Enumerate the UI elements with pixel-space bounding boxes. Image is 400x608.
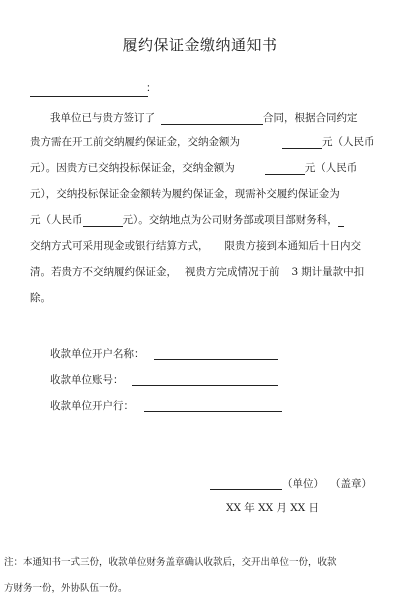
- payee-account-name-label: 收款单位开户名称：: [50, 348, 145, 360]
- signature-line: [210, 489, 282, 490]
- body-text: 合同，根据合同约定: [263, 112, 358, 124]
- payee-account-number-label: 收款单位账号：: [50, 374, 124, 386]
- signature-seal: （盖章）: [330, 478, 372, 490]
- body-text: 元）。因贵方已交纳投标保证金，交纳金额为: [30, 162, 235, 174]
- signature-date: XX 年 XX 月 XX 日: [226, 502, 320, 514]
- body-text: 元（人民币: [30, 214, 83, 226]
- body-line-3: [30, 160, 357, 175]
- body-text: 清。若贵方不交纳履约保证金，: [30, 266, 177, 278]
- payee-bank-label: 收款单位开户行：: [50, 400, 134, 412]
- amount-blank: [282, 136, 322, 149]
- supplement-amount-blank: [83, 214, 123, 227]
- body-text: 期计量款中扣: [301, 266, 365, 278]
- contract-name-blank: [161, 112, 263, 125]
- document-title: 履约保证金缴纳通知书: [122, 36, 278, 54]
- payee-account-number-line: [132, 385, 278, 386]
- body-text: 元）。交纳地点为公司财务部或项目部财务科，: [122, 214, 338, 226]
- note-line-1: 注：本通知书一式三份，收款单位财务盖章确认收款后，交开出单位一份，收款: [4, 557, 337, 568]
- payee-account-name-line: [154, 359, 278, 360]
- body-text: 元（人民币: [322, 136, 375, 148]
- payee-bank-line: [144, 411, 282, 412]
- body-text: 贵方需在开工前交纳履约保证金，交纳金额为: [30, 136, 240, 148]
- period-count: 3: [291, 266, 299, 278]
- body-line-2: [30, 134, 375, 149]
- body-line-1: [50, 110, 358, 125]
- bid-amount-blank: [265, 162, 305, 175]
- body-text: 交纳方式可采用现金或银行结算方式，: [30, 240, 209, 252]
- body-line-7: [30, 264, 364, 279]
- location-underline: [338, 214, 344, 227]
- note-line-2: 方财务一份，外协队伍一份。: [4, 583, 128, 594]
- body-line-8: 除。: [30, 292, 51, 304]
- recipient-line: [30, 86, 148, 97]
- body-line-4: 元），交纳投标保证金金额转为履约保证金，现需补交履约保证金为: [30, 188, 340, 200]
- body-text: 我单位已与贵方签订了: [50, 112, 155, 124]
- body-text: 元（人民币: [304, 162, 358, 174]
- recipient-colon: ：: [146, 82, 157, 94]
- body-text: 视贵方完成情况于前: [185, 266, 280, 278]
- body-line-6: [30, 238, 361, 253]
- body-line-5: [30, 212, 344, 227]
- signature-unit: （单位）: [282, 478, 324, 490]
- body-text: 限贵方接到本通知后十日内交: [224, 240, 361, 252]
